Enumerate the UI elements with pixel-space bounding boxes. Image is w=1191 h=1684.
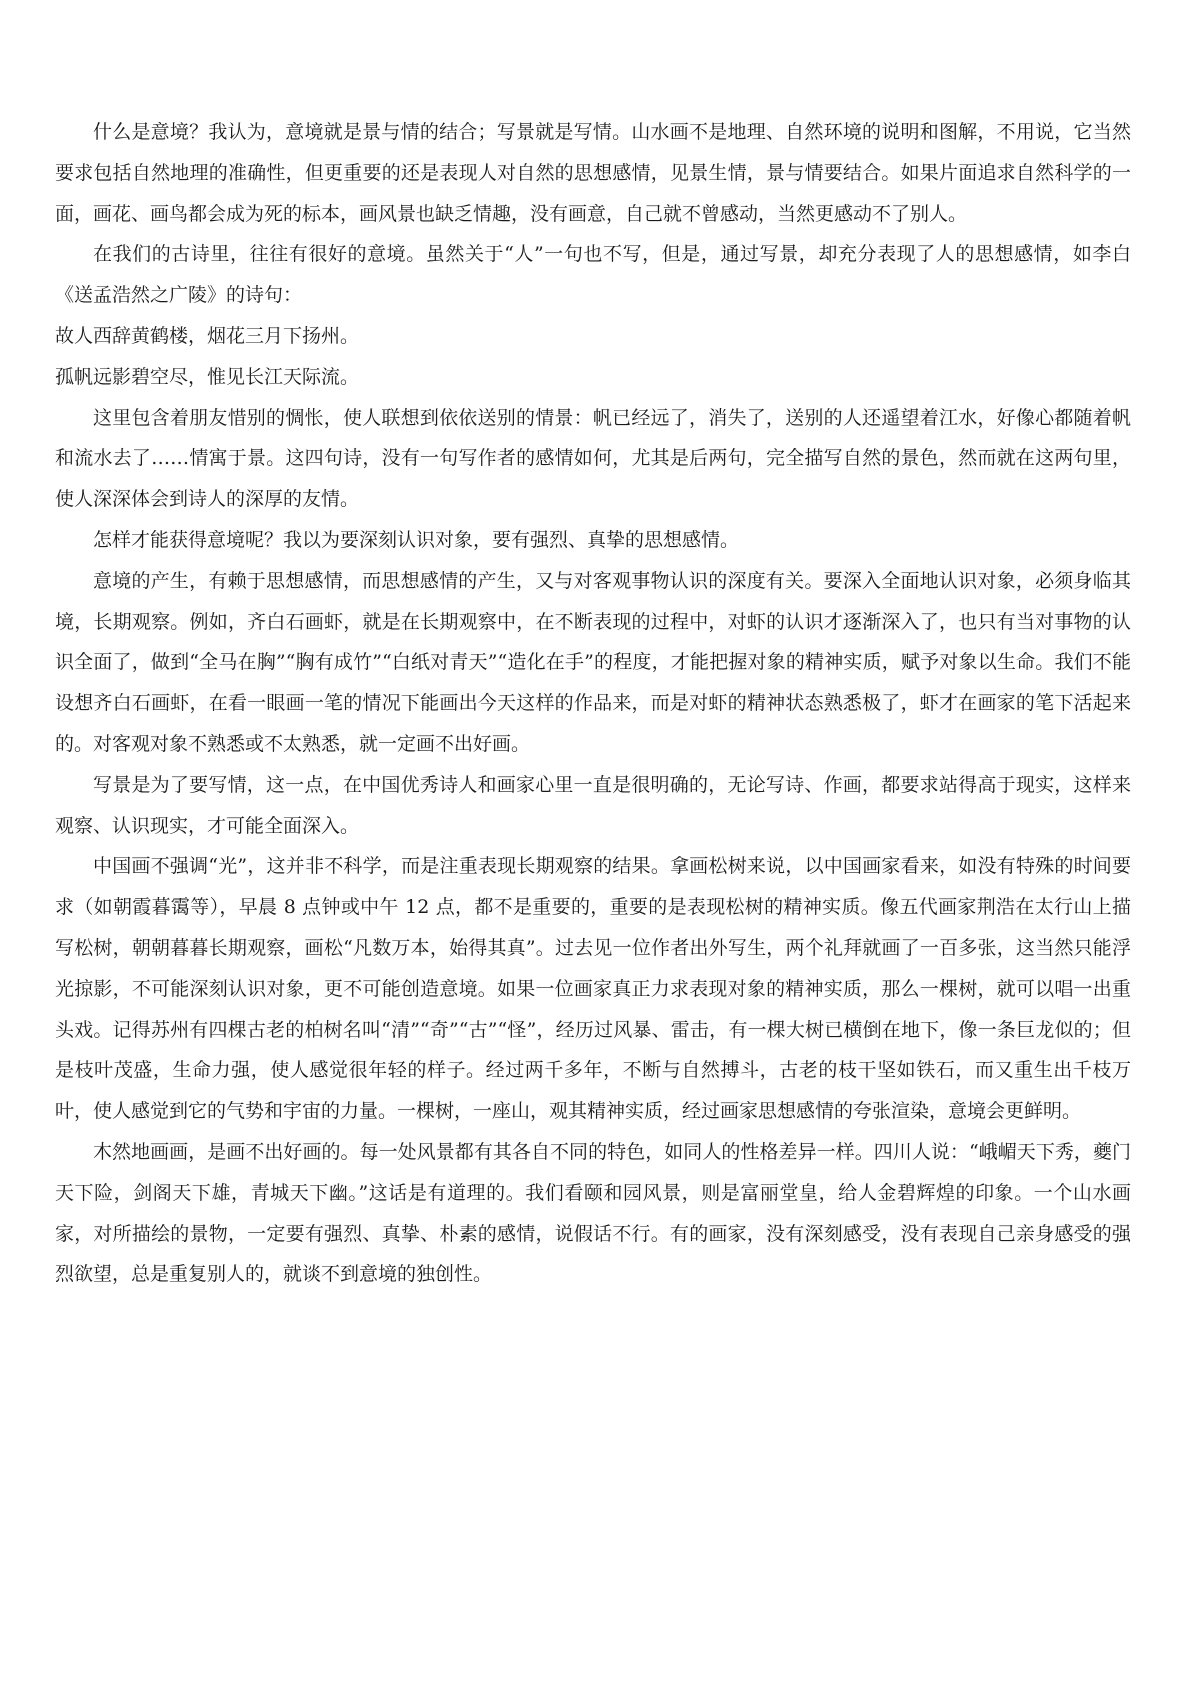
- document-body: [55, 112, 1131, 1295]
- paragraph-originality-of-yijing: 木然地画画，是画不出好画的。每一处风景都有其各自不同的特色，如同人的性格差异一样。四川人说：“峨嵋天下秀，夔门天下险，剑阁天下雄，青城天下幽。”这话是有道理的。我们看颐和园风景，则是富丽堂皇，给人金碧辉煌的印象。一个山水画家，对所描绘的景物，一定要有强烈、真挚、朴素的感情，说假话不行。有的画家，没有深刻感受，没有表现自己亲身感受的强烈欲望，总是重复别人的，就谈不到意境的独创性。: [55, 1140, 1131, 1286]
- paragraph-how-to-obtain-yijing: 怎样才能获得意境呢？我以为要深刻认识对象，要有强烈、真挚的思想感情。: [93, 528, 740, 551]
- paragraph-poem-analysis: 这里包含着朋友惜别的惆怅，使人联想到依依送别的情景：帆已经远了，消失了，送别的人还遥望着江水，好像心都随着帆和流水去了……情寓于景。这四句诗，没有一句写作者的感情如何，尤其是后两句，完全描写自然的景色，然而就在这两句里，使人深深体会到诗人的深厚的友情。: [55, 406, 1131, 511]
- poem-line-1: 故人西辞黄鹤楼，烟花三月下扬州。: [55, 324, 360, 347]
- paragraph-writing-scenery-writing-emotion: 写景是为了要写情，这一点，在中国优秀诗人和画家心里一直是很明确的，无论写诗、作画，都要求站得高于现实，这样来观察、认识现实，才可能全面深入。: [55, 773, 1131, 837]
- poem-line-2: 孤帆远影碧空尽，惟见长江天际流。: [55, 365, 360, 388]
- paragraph-long-term-observation: 意境的产生，有赖于思想感情，而思想感情的产生，又与对客观事物认识的深度有关。要深入全面地认识对象，必须身临其境，长期观察。例如，齐白石画虾，就是在长期观察中，在不断表现的过程中，对虾的认识才逐渐深入了，也只有当对事物的认识全面了，做到“全马在胸”“胸有成竹”“白纸对青天”“造化在手”的程度，才能把握对象的精神实质，赋予对象以生命。我们不能设想齐白石画虾，在看一眼画一笔的情况下能画出今天这样的作品来，而是对虾的精神状态熟悉极了，虾才在画家的笔下活起来的。对客观对象不熟悉或不太熟悉，就一定画不出好画。: [55, 569, 1131, 755]
- paragraph-ancient-poetry: 在我们的古诗里，往往有很好的意境。虽然关于“人”一句也不写，但是，通过写景，却充分表现了人的思想感情，如李白《送孟浩然之广陵》的诗句：: [55, 243, 1131, 307]
- paragraph-light-in-chinese-painting: 中国画不强调“光”，这并非不科学，而是注重表现长期观察的结果。拿画松树来说，以中国画家看来，如没有特殊的时间要求（如朝霞暮霭等），早晨 8 点钟或中午 12 点，都不是重要的，重要的是表现松树的精神实质。像五代画家荆浩在太行山上描写松树，朝朝暮暮长期观察，画松“凡数万本，始得其真”。过去见一位作者出外写生，两个礼拜就画了一百多张，这当然只能浮光掠影，不可能深刻认识对象，更不可能创造意境。如果一位画家真正力求表现对象的精神实质，那么一棵树，就可以唱一出重头戏。记得苏州有四棵古老的柏树名叫“清”“奇”“古”“怪”，经历过风暴、雷击，有一棵大树已横倒在地下，像一条巨龙似的；但是枝叶茂盛，生命力强，使人感觉很年轻的样子。经过两千多年，不断与自然搏斗，古老的枝干坚如铁石，而又重生出千枝万叶，使人感觉到它的气势和宇宙的力量。一棵树，一座山，观其精神实质，经过画家思想感情的夸张渲染，意境会更鲜明。: [55, 855, 1131, 1123]
- paragraph-definition-of-yijing: 什么是意境？我认为，意境就是景与情的结合；写景就是写情。山水画不是地理、自然环境的说明和图解，不用说，它当然要求包括自然地理的准确性，但更重要的还是表现人对自然的思想感情，见景生情，景与情要结合。如果片面追求自然科学的一面，画花、画鸟都会成为死的标本，画风景也缺乏情趣，没有画意，自己就不曾感动，当然更感动不了别人。: [55, 121, 1131, 225]
